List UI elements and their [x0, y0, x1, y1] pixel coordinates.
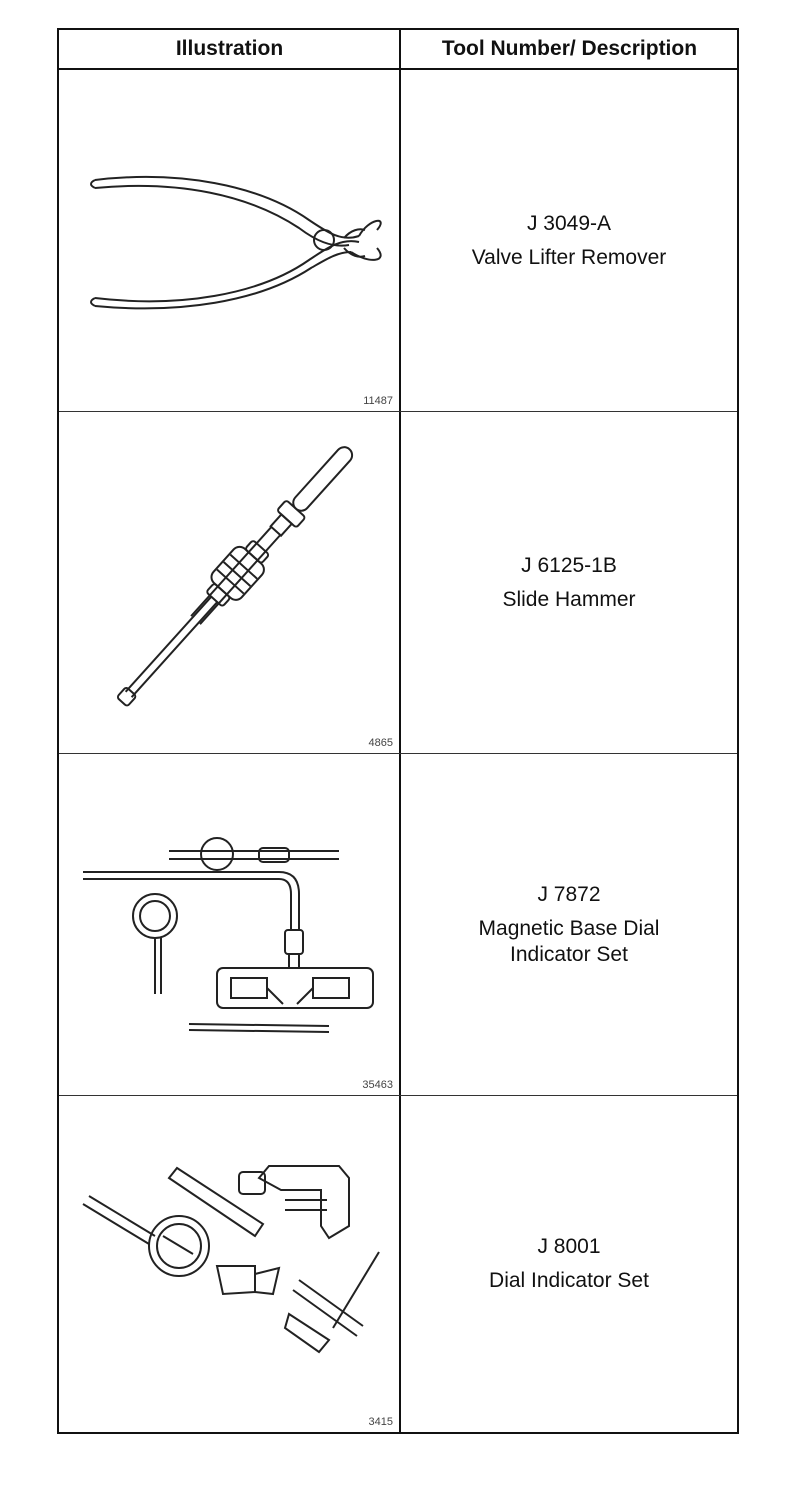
illustration-cell: [59, 412, 399, 753]
dial-indicator-set-icon: [59, 1096, 399, 1432]
description-cell: [401, 70, 737, 411]
figure-number: 4865: [368, 737, 393, 749]
magnetic-base-dial-indicator-icon: [59, 754, 399, 1096]
slide-hammer-icon: [59, 412, 399, 754]
tool-number: J 3049-A: [526, 211, 612, 235]
table-row: [59, 1096, 737, 1432]
tool-description: Valve Lifter Remover: [471, 245, 667, 269]
table-row: [59, 412, 737, 754]
pliers-icon: [59, 70, 399, 412]
description-cell: [401, 754, 737, 1095]
tool-description: Slide Hammer: [502, 587, 636, 611]
tool-number: J 8001: [537, 1235, 601, 1258]
figure-number: 3415: [368, 1416, 393, 1428]
tool-number: J 7872: [537, 882, 601, 906]
table-row: [59, 70, 737, 412]
table-header: [59, 30, 737, 70]
header-illustration: Illustration: [175, 37, 284, 60]
illustration-cell: [59, 70, 399, 411]
figure-number: 35463: [362, 1079, 393, 1091]
tool-description: Magnetic Base Dial Indicator Set: [478, 916, 660, 966]
illustration-cell: [59, 1096, 399, 1432]
tool-description: Dial Indicator Set: [489, 1269, 649, 1292]
table-row: [59, 754, 737, 1096]
description-cell: [401, 1096, 737, 1432]
header-tool-number-description: Tool Number/ Description: [441, 37, 698, 60]
illustration-cell: [59, 754, 399, 1095]
tools-table: [57, 28, 739, 1434]
figure-number: 11487: [363, 395, 393, 407]
tool-number: J 6125-1B: [521, 553, 617, 577]
description-cell: [401, 412, 737, 753]
